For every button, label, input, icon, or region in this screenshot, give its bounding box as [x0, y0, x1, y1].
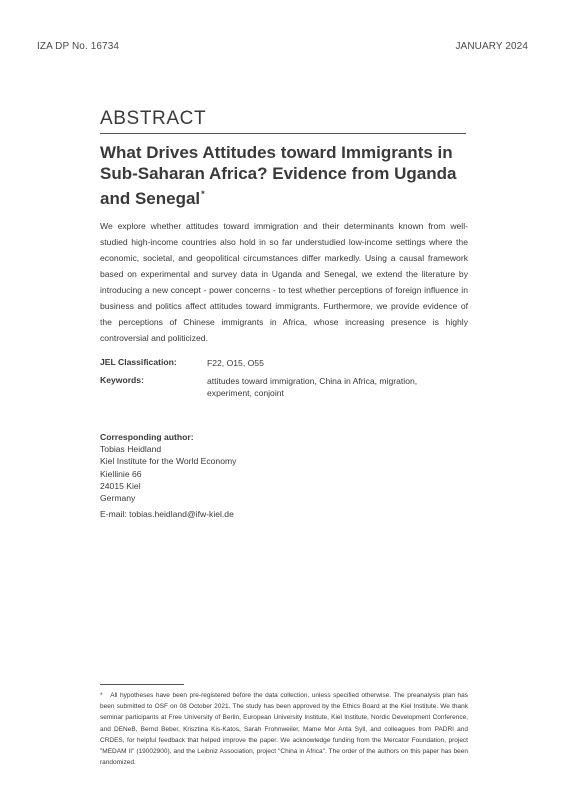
paper-title-text: What Drives Attitudes toward Immigrants in Sub-Saharan Africa? Evidence from Uganda and Senegal	[100, 143, 457, 208]
abstract-body: We explore whether attitudes toward immigration and their determinants known from well-studied high-income countries also hold in so far understudied low-income settings where the economic, societal, and geopolitical circumstances differ markedly. Using a causal framework based on experimental and survey data in Uganda and Senegal, we extend the literature by introducing a new concept - power concerns - to test whether perceptions of foreign influence in business and politics affect attitudes toward immigrants. Furthermore, we provide evidence of the perceptions of Chinese immigrants in Africa, whose increasing presence is highly controversial and politicized.	[100, 221, 468, 343]
author-country: Germany	[100, 493, 136, 504]
jel-label: JEL Classification:	[100, 357, 177, 367]
keywords-value: attitudes toward immigration, China in Africa, migration, experiment, conjoint	[207, 376, 418, 398]
corresponding-author-label: Corresponding author:	[100, 432, 194, 442]
keywords-label: Keywords:	[100, 375, 144, 385]
jel-value: F22, O15, O55	[207, 358, 264, 368]
section-heading: ABSTRACT	[100, 108, 207, 129]
heading-divider	[100, 133, 466, 134]
author-email: E-mail: tobias.heidland@ifw-kiel.de	[100, 509, 234, 520]
title-footnote-mark: *	[201, 189, 205, 199]
publication-date: JANUARY 2024	[455, 41, 528, 52]
author-city: 24015 Kiel	[100, 480, 141, 491]
author-name: Tobias Heidland	[100, 444, 162, 455]
footnote-mark: *	[100, 692, 103, 699]
corresponding-author	[100, 431, 236, 520]
paper-title	[100, 143, 480, 210]
footnote	[100, 690, 468, 768]
author-street: Kiellinie 66	[100, 468, 142, 479]
author-institution: Kiel Institute for the World Economy	[100, 456, 237, 467]
series-number: IZA DP No. 16734	[37, 41, 120, 52]
footnote-divider	[100, 684, 184, 685]
footnote-text: All hypotheses have been pre-registered before the data collection, unless specified otherwise. The preanalysis plan has been submitted to OSF on 08 October 2021. The study has been approved by the Ethics Board at the Kiel Institute. We thank seminar participants at Free University of Berlin, European University Institute, Kiel Institute, Nordic Development Conference, and DENeB, Bernd Beber, Krisztina Kis-Katos, Sarah Frohnweiler, Mame Mor Anta Syll, and colleagues from PADRI and CRDES, for helpful feedback that helped improve the paper. We acknowledge funding from the Mercator Foundation, project "MEDAM II" (19002900), and the Leibniz Association, project "China in Africa". The order of the authors on this paper has been randomized.	[100, 692, 468, 767]
